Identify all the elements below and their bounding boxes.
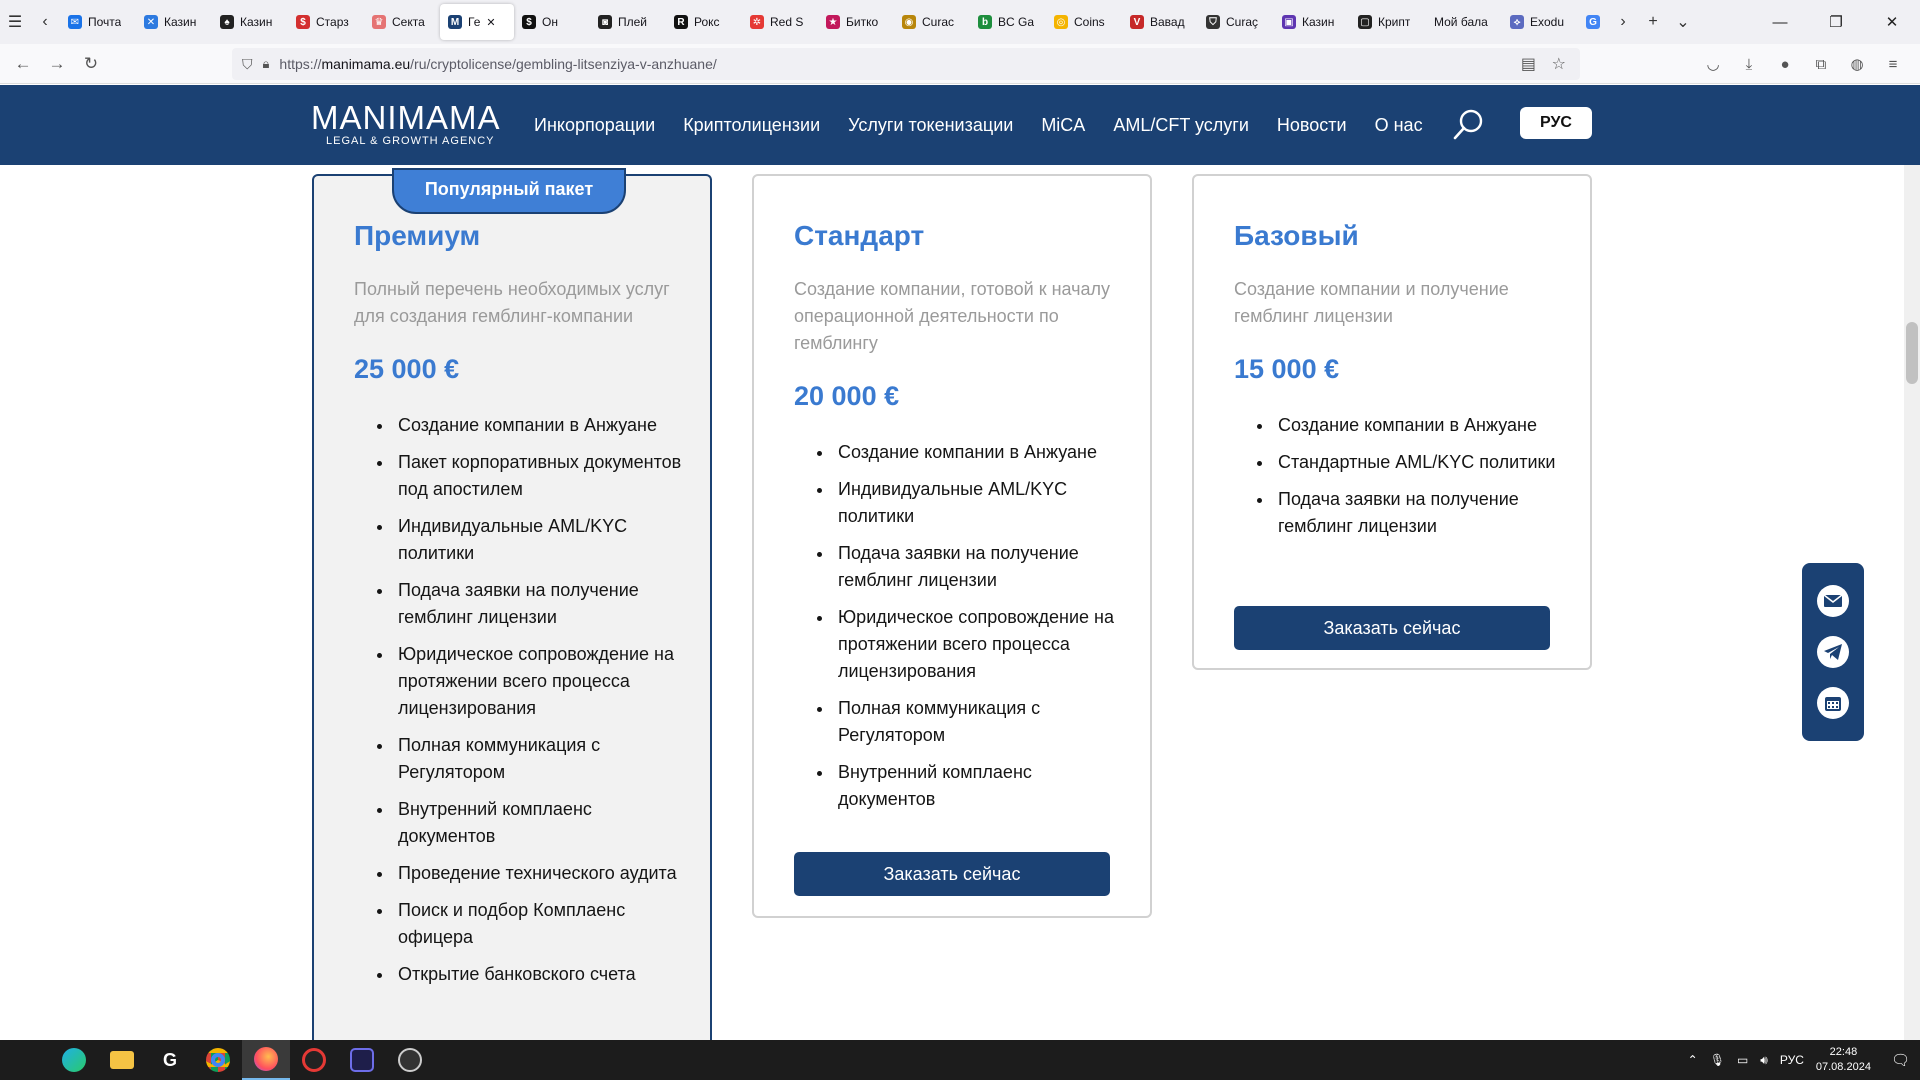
browser-tab[interactable] (742, 4, 818, 40)
nav-link[interactable]: Инкорпорации (534, 114, 656, 135)
downloads-icon[interactable]: ⤓ (1745, 55, 1753, 73)
plan-title: Премиум (354, 220, 481, 251)
site-header (0, 85, 1920, 165)
tab-favicon-icon: ◉ (902, 15, 916, 29)
keyboard-language[interactable]: РУС (1779, 1053, 1804, 1067)
volume-icon[interactable]: 🔊︎ (1760, 1052, 1768, 1067)
browser-tab[interactable] (1578, 4, 1608, 40)
tab-label: Казин (240, 15, 273, 29)
shield-icon[interactable]: ⛉ (242, 55, 253, 72)
file-explorer-icon[interactable] (98, 1040, 146, 1080)
url-path: /ru/cryptolicense/gembling-litsenziya-v-anzhuane/ (410, 56, 717, 72)
tab-label: Curaç (1226, 15, 1259, 29)
plan-price: 25 000 € (354, 354, 460, 384)
minimize-icon[interactable]: — (1772, 13, 1788, 31)
feature-item: • Создание компании в Анжуане (834, 439, 1134, 466)
calendar-icon[interactable] (1817, 687, 1849, 719)
tab-strip (60, 0, 1608, 44)
browser-tab[interactable] (590, 4, 666, 40)
feature-item: • Индивидуальные AML/KYC политики (834, 476, 1134, 530)
plan-title: Стандарт (794, 220, 925, 251)
browser-tab[interactable] (1274, 4, 1350, 40)
tab-favicon-icon: ▢ (1358, 15, 1372, 29)
clock-time: 22:48 (1829, 1046, 1858, 1058)
tab-label: Старз (316, 15, 349, 29)
edge-icon[interactable] (50, 1040, 98, 1080)
tab-label: Coins (1074, 15, 1105, 29)
language-button[interactable]: РУС (1520, 107, 1592, 139)
feature-item: • Полная коммуникация с Регулятором (394, 732, 694, 786)
bookmark-star-icon[interactable]: ☆ (1551, 56, 1566, 73)
browser-tab[interactable] (1046, 4, 1122, 40)
plan-title: Базовый (1234, 220, 1359, 251)
feature-item: • Стандартные AML/KYC политики (1274, 449, 1574, 476)
browser-tab[interactable] (440, 4, 514, 40)
tab-favicon-icon: R (674, 15, 688, 29)
tab-favicon-icon: G (1586, 15, 1600, 29)
feature-item: • Индивидуальные AML/KYC политики (394, 513, 694, 567)
tab-favicon-icon: ▣ (1282, 15, 1296, 29)
tab-label: Секта (392, 15, 425, 29)
pocket-icon[interactable]: ◡ (1706, 56, 1720, 73)
tab-favicon-icon: $ (522, 15, 536, 29)
clock[interactable] (1816, 1045, 1871, 1075)
browser-tab[interactable] (894, 4, 970, 40)
system-tray (1688, 1040, 1910, 1080)
plan-description: Создание компании, готовой к началу операционной деятельности по гемблингу (794, 279, 1111, 353)
url-text[interactable] (279, 56, 716, 72)
plan-description: Полный перечень необходимых услуг для создания гемблинг-компании (354, 279, 670, 326)
new-tab-icon[interactable]: + (1648, 13, 1658, 30)
recorder-icon[interactable] (290, 1040, 338, 1080)
telegram-icon[interactable] (1817, 636, 1849, 668)
browser-tab[interactable] (666, 4, 742, 40)
tab-favicon-icon: ◙ (598, 15, 612, 29)
browser-tab[interactable] (1122, 4, 1198, 40)
search-icon[interactable] (1452, 107, 1486, 141)
tab-overflow-icon[interactable]: ⌄ (1676, 14, 1690, 31)
microphone-icon[interactable]: 🎙︎ (1709, 1053, 1725, 1067)
plan-price: 15 000 € (1234, 354, 1340, 384)
menu-icon[interactable]: ≡ (1888, 55, 1898, 73)
tab-favicon-icon: ♛ (372, 15, 386, 29)
page-scrollbar[interactable] (1904, 165, 1920, 1040)
exodus-icon[interactable] (338, 1040, 386, 1080)
order-now-button[interactable]: Заказать сейчас (794, 852, 1110, 896)
site-logo[interactable] (311, 101, 501, 147)
feature-item: • Открытие банковского счета (394, 961, 694, 988)
tab-label: Казин (164, 15, 197, 29)
logo-sub-text: LEGAL & GROWTH AGENCY (326, 135, 495, 147)
url-prefix: https:// (279, 56, 322, 72)
tab-label: Вавад (1150, 15, 1185, 29)
reader-view-icon[interactable]: ▤ (1520, 56, 1536, 73)
tab-label: BC Ga (998, 15, 1035, 29)
tab-favicon-icon: ★ (826, 15, 840, 29)
browser-tab-bar (0, 0, 1920, 44)
feature-item: • Внутренний комплаенс документов (394, 796, 694, 850)
obs-icon[interactable] (386, 1040, 434, 1080)
nav-link[interactable]: MiCA (1041, 114, 1086, 135)
tab-favicon-icon: ⟡ (1510, 15, 1524, 29)
feature-item: • Создание компании в Анжуане (394, 412, 694, 439)
plan-card-standard (752, 174, 1152, 918)
scroll-tabs-right-icon[interactable]: › (1620, 13, 1626, 30)
window-controls (1752, 0, 1920, 44)
plan-price: 20 000 € (794, 381, 900, 411)
notifications-icon[interactable]: 🗨︎ (1890, 1052, 1910, 1069)
tab-favicon-icon: ◎ (1054, 15, 1068, 29)
popular-badge: Популярный пакет (392, 168, 626, 214)
tray-expand-icon[interactable]: ⌃ (1687, 1053, 1698, 1067)
lock-icon[interactable]: 🔒︎ (262, 56, 270, 71)
tab-favicon-icon: ✉ (68, 15, 82, 29)
plan-card-premium (312, 174, 712, 1054)
url-host: manimama.eu (321, 56, 411, 72)
feature-item: • Подача заявки на получение гемблинг лицензии (394, 577, 694, 631)
toolbar-right (1698, 47, 1908, 81)
browser-tab[interactable] (364, 4, 440, 40)
tab-label: Рокс (694, 15, 720, 29)
feature-item: • Полная коммуникация с Регулятором (834, 695, 1134, 749)
tab-label: Red S (770, 15, 804, 29)
tab-label: Он (542, 15, 558, 29)
tab-label: Мой бала (1434, 15, 1488, 29)
browser-tab[interactable] (818, 4, 894, 40)
tab-favicon-icon: b (978, 15, 992, 29)
plan-description: Создание компании и получение гемблинг лицензии (1234, 279, 1509, 326)
feature-item: • Проведение технического аудита (394, 860, 694, 887)
email-icon[interactable] (1817, 585, 1849, 617)
tab-favicon-icon: ⛉ (1206, 15, 1220, 29)
tab-favicon-icon: ✕ (144, 15, 158, 29)
tab-label: Curac (922, 15, 955, 29)
order-now-button[interactable]: Заказать сейчас (1234, 606, 1550, 650)
app-g-icon[interactable]: G (162, 1049, 177, 1070)
tab-favicon-icon: M (448, 15, 462, 29)
plan-features (834, 439, 1134, 823)
restore-icon[interactable]: ❐ (1829, 14, 1843, 31)
browser-tab[interactable] (1426, 4, 1502, 40)
browser-tab[interactable] (514, 4, 590, 40)
browser-tab[interactable] (136, 4, 212, 40)
nav-link[interactable]: Услуги токенизации (848, 114, 1014, 135)
browser-tab[interactable] (60, 4, 136, 40)
back-icon[interactable]: ← (14, 53, 32, 73)
browser-tab[interactable] (288, 4, 364, 40)
account-icon[interactable]: ● (1780, 55, 1790, 73)
floating-contact-panel (1802, 563, 1864, 741)
vpn-icon[interactable]: ◍ (1850, 56, 1864, 73)
plan-features (1274, 412, 1574, 550)
tab-favicon-icon: V (1130, 15, 1144, 29)
address-bar[interactable] (232, 48, 1580, 80)
browser-tab[interactable] (970, 4, 1046, 40)
nav-link[interactable]: Новости (1276, 114, 1347, 135)
firefox-icon[interactable] (242, 1040, 290, 1080)
forward-icon[interactable]: → (48, 53, 66, 73)
feature-item: • Поиск и подбор Комплаенс офицера (394, 897, 694, 951)
chrome-icon[interactable] (194, 1040, 242, 1080)
tab-label: Казин (1302, 15, 1335, 29)
feature-item: • Внутренний комплаенс документов (834, 759, 1134, 813)
extensions-icon[interactable]: ⧉ (1815, 55, 1827, 73)
browser-tab[interactable] (1198, 4, 1274, 40)
tab-label: Битко (846, 15, 879, 29)
main-nav (534, 85, 1423, 165)
close-tab-icon[interactable]: ✕ (486, 16, 496, 29)
tab-favicon-icon: ♠ (220, 15, 234, 29)
feature-item: • Юридическое сопровождение на протяжении всего процесса лицензирования (394, 641, 694, 722)
tab-label: Почта (88, 15, 122, 29)
tab-favicon-icon: ✲ (750, 15, 764, 29)
plan-features (394, 412, 694, 998)
browser-tab[interactable] (1350, 4, 1426, 40)
feature-item: • Пакет корпоративных документов под апостилем (394, 449, 694, 503)
plan-card-basic (1192, 174, 1592, 670)
nav-link[interactable]: О нас (1374, 114, 1423, 135)
browser-tab[interactable] (1502, 4, 1578, 40)
browser-tab[interactable] (212, 4, 288, 40)
tab-label: Крипт (1378, 15, 1411, 29)
nav-link[interactable]: Криптолицензии (683, 114, 821, 135)
feature-item: • Подача заявки на получение гемблинг лицензии (834, 540, 1134, 594)
network-icon[interactable]: ▭ (1736, 1053, 1749, 1067)
tab-favicon-icon: $ (296, 15, 310, 29)
close-window-icon[interactable]: ✕ (1885, 14, 1899, 31)
feature-item: • Создание компании в Анжуане (1274, 412, 1574, 439)
tab-label: Плей (618, 15, 648, 29)
tab-label: Exodu (1530, 15, 1565, 29)
scrollbar-thumb[interactable] (1906, 322, 1918, 384)
reload-icon[interactable]: ↻ (83, 53, 99, 73)
tab-label: Ге (468, 15, 481, 29)
windows-taskbar (0, 1040, 1920, 1080)
logo-main-text: MANIMAMA (311, 99, 501, 136)
nav-link[interactable]: AML/CFT услуги (1113, 114, 1249, 135)
clock-date: 07.08.2024 (1815, 1061, 1871, 1073)
feature-item: • Юридическое сопровождение на протяжении всего процесса лицензирования (834, 604, 1134, 685)
feature-item: • Подача заявки на получение гемблинг лицензии (1274, 486, 1574, 540)
browser-nav-bar (0, 44, 1920, 84)
tab-list-icon[interactable]: ☰ (7, 14, 23, 31)
scroll-tabs-left-icon[interactable]: ‹ (42, 13, 48, 30)
